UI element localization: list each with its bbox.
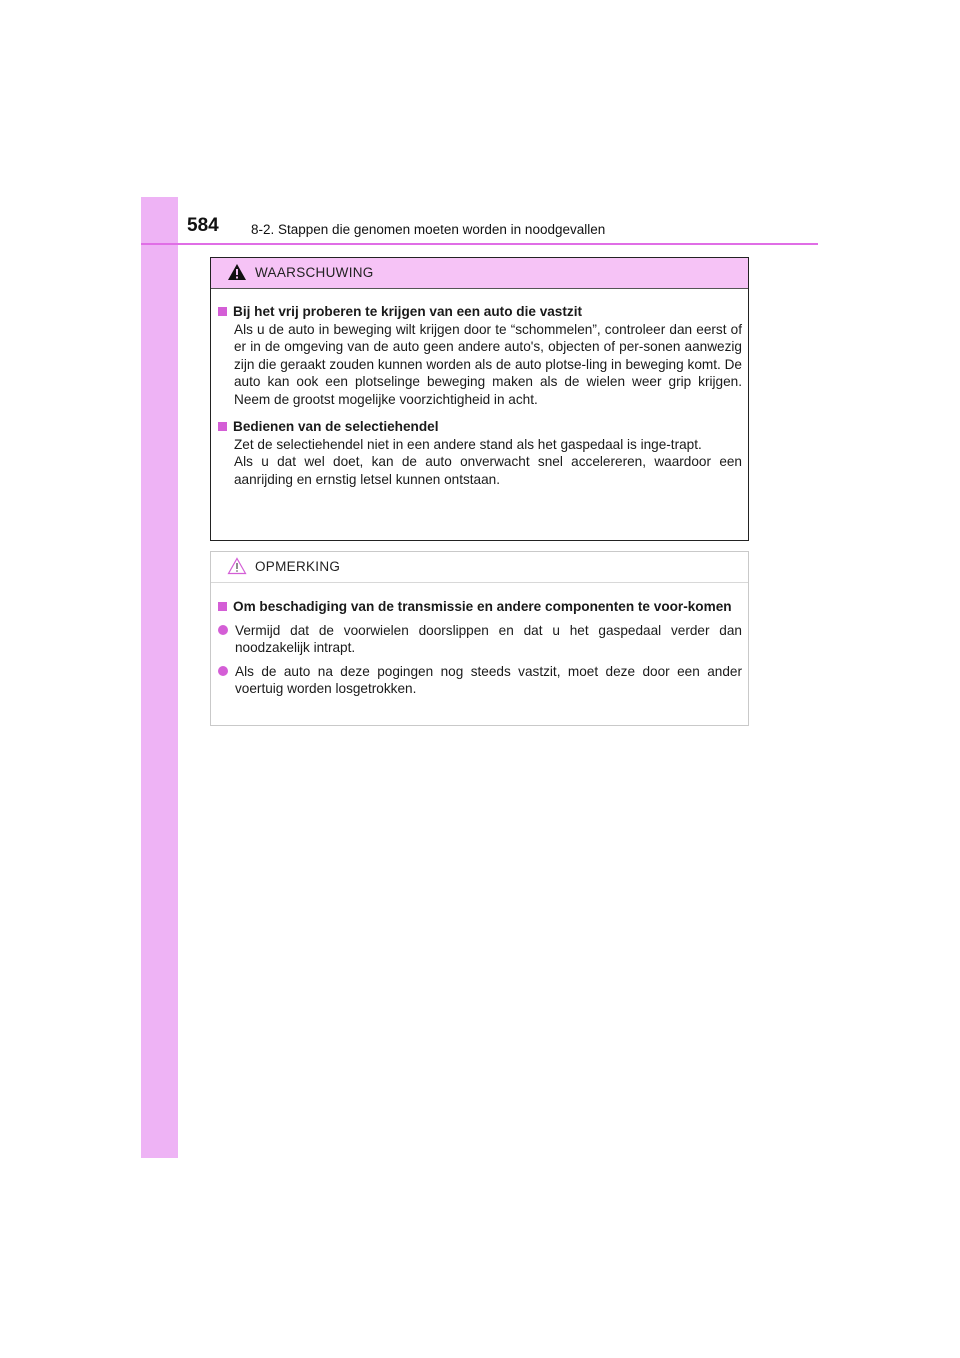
square-bullet-icon xyxy=(218,422,227,431)
square-bullet-icon xyxy=(218,307,227,316)
warning-body xyxy=(211,289,748,488)
dot-bullet-icon xyxy=(218,666,228,676)
item-title: Bedienen van de selectiehendel xyxy=(233,419,439,434)
item-paragraph: Zet de selectiehendel niet in een andere stand als het gaspedaal is inge-trapt. xyxy=(234,436,702,452)
bullet-item xyxy=(218,663,742,698)
notice-label: OPMERKING xyxy=(255,559,341,574)
warning-item xyxy=(218,418,742,488)
warning-triangle-outline-icon xyxy=(227,557,247,575)
dot-bullet-icon xyxy=(218,625,228,635)
item-paragraph: Als u de auto in beweging wilt krijgen door te “schommelen”, controleer dan eerst of er in de omgeving van de auto geen andere auto's, objecten of per-sonen aanwezig zijn die geraakt zouden kunnen worden als de auto plotse-ling in beweging komt. De auto kan ook een plotselinge beweging maken als de wielen weer grip krijgen. Neem de grootst mogelijke voorzichtigheid in acht. xyxy=(234,321,742,407)
warning-box xyxy=(210,257,749,541)
notice-body xyxy=(211,583,748,698)
notice-box xyxy=(210,551,749,726)
header-rule xyxy=(141,243,818,245)
square-bullet-icon xyxy=(218,602,227,611)
bullet-text: Als de auto na deze pogingen nog steeds vastzit, moet deze door een ander voertuig worden losgetrokken. xyxy=(235,663,742,696)
page-header xyxy=(141,197,818,245)
page-number: 584 xyxy=(187,215,219,236)
section-title: 8-2. Stappen die genomen moeten worden in noodgevallen xyxy=(251,222,606,237)
warning-label: WAARSCHUWING xyxy=(255,265,374,280)
header-band xyxy=(141,197,178,245)
warning-header xyxy=(211,258,748,289)
notice-header xyxy=(211,552,748,583)
side-band xyxy=(141,197,178,1158)
warning-item xyxy=(218,303,742,408)
item-paragraph: Als u dat wel doet, kan de auto onverwacht snel accelereren, waardoor een aanrijding en ernstig letsel kunnen ontstaan. xyxy=(234,454,742,487)
notice-item xyxy=(218,598,742,698)
warning-triangle-filled-icon xyxy=(227,263,247,281)
item-title: Om beschadiging van de transmissie en andere componenten te voor-komen xyxy=(233,599,732,614)
bullet-item xyxy=(218,622,742,657)
bullet-text: Vermijd dat de voorwielen doorslippen en dat u het gaspedaal verder dan noodzakelijk intrapt. xyxy=(235,622,742,655)
item-title: Bij het vrij proberen te krijgen van een auto die vastzit xyxy=(233,304,582,319)
